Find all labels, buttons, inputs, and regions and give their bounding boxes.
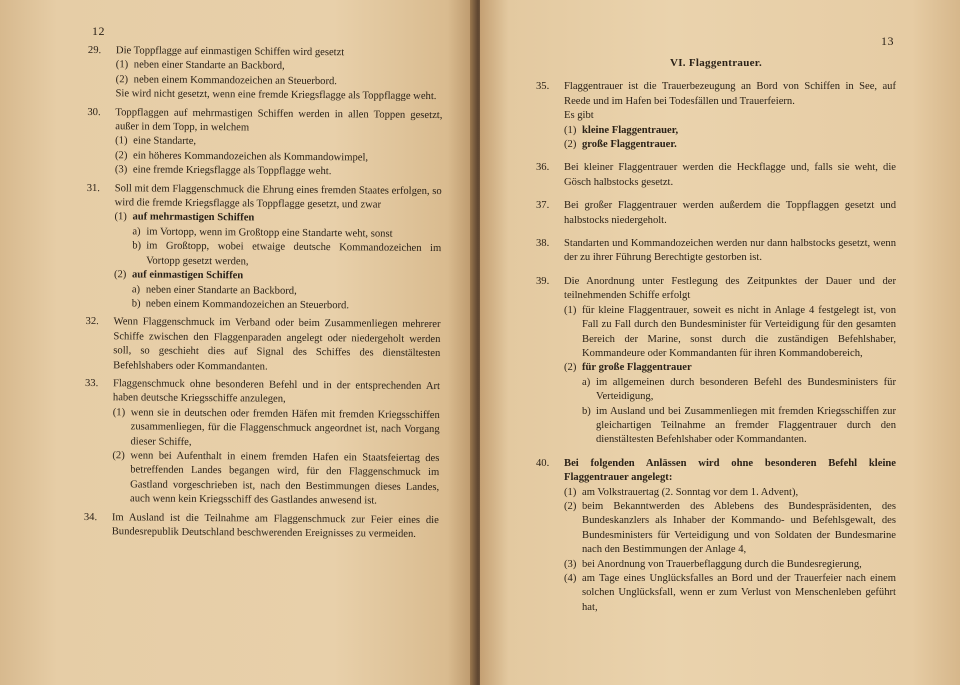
item-text: für kleine Flaggentrauer, soweit es nicht in Anlage 4 festgelegt ist, von Fall zu Fall durch den Bundesminister für Verteidigung für den gesamten Bereich der Marine, sonst durch die zuständigen Befehlshaber, Kommandeure oder Kommandanten für ihren Kommandobereich, xyxy=(582,304,896,359)
paragraph-lead: Die Anordnung unter Festlegung des Zeitpunktes der Dauer und der teilnehmenden Schiffe erfolgt xyxy=(564,275,896,302)
item-marker: (4) xyxy=(564,573,577,584)
paragraph-text: Wenn Flaggenschmuck im Verband oder beim Zusammenliegen mehrerer Schiffe zwischen den Flaggenparaden angelegt oder niedergeholt werden soll, so geschieht dies auf Signal des Schiffes des dienstältesten Befehlshabers oder Kommandanten. xyxy=(113,316,441,373)
item-text: kleine Flaggentrauer, xyxy=(582,124,679,136)
paragraph-number: 33. xyxy=(84,377,99,390)
sub-marker: a) xyxy=(131,283,141,295)
item-marker: (1) xyxy=(564,124,577,136)
item-text: eine Standarte, xyxy=(133,135,197,148)
paragraph-36 xyxy=(536,161,896,190)
paragraph-number: 32. xyxy=(85,316,99,328)
paragraph-lead: Bei folgenden Anlässen wird ohne besonderen Befehl kleine Flaggentrauer angelegt: xyxy=(564,457,896,484)
sub-item xyxy=(582,376,896,405)
item-marker: (1) xyxy=(564,304,577,316)
item-text: am Volkstrauertag (2. Sonntag vor dem 1. Advent), xyxy=(582,486,799,498)
item-text: neben einer Standarte an Backbord, xyxy=(133,59,285,73)
paragraph-text: Im Ausland ist die Teilnahme am Flaggenschmuck zur Feier eines die Bundesrepublik Deutschland beschwerenden Ereignisses zu vermeiden. xyxy=(111,511,439,540)
item-text: auf einmastigen Schiffen xyxy=(131,269,244,282)
paragraph-40 xyxy=(536,457,896,615)
item-text: für große Flaggentrauer xyxy=(582,362,692,374)
item-marker: (1) xyxy=(115,135,128,147)
paragraph-text: Standarten und Kommandozeichen werden nur dann halbstocks gesetzt, wenn der zu ihrer Führung Berechtigte gestorben ist. xyxy=(564,238,896,264)
item-marker: (2) xyxy=(112,450,125,462)
paragraph-number: 36. xyxy=(536,162,550,174)
item-text: beim Bekanntwerden des Ablebens des Bundespräsidenten, des Bundeskanzlers als Inhaber der Kommando- und Befehlsgewalt, des Bundesministers für Verteidigung und von Soldaten der Bundesmarine nach den Bestimmungen der Anlage 4, xyxy=(582,500,896,556)
left-column xyxy=(84,44,443,546)
paragraph-text: Bei großer Flaggentrauer werden außerdem die Toppflaggen gesetzt und halbstocks niedergeholt. xyxy=(564,200,896,226)
sub-marker: a) xyxy=(132,226,141,238)
paragraph-lead: Die Toppflagge auf einmastigen Schiffen wird gesetzt xyxy=(115,45,345,59)
sub-text: neben einer Standarte an Backbord, xyxy=(145,284,297,297)
paragraph-lead: Flaggentrauer ist die Trauerbezeugung an Bord von Schiffen in See, auf Reede und im Hafen bei Todesfällen und Trauerfeiern. xyxy=(564,81,896,107)
list-item xyxy=(112,449,439,509)
item-marker: (1) xyxy=(564,486,577,498)
sub-text: im Vortopp, wenn im Großtopp eine Standarte weht, sonst xyxy=(146,226,393,240)
sub-marker: b) xyxy=(131,298,141,310)
item-marker: (3) xyxy=(564,558,577,570)
list-item xyxy=(564,558,896,572)
paragraph-33 xyxy=(84,377,440,510)
list-item xyxy=(564,486,896,500)
paragraph-number: 40. xyxy=(536,457,550,469)
list-item xyxy=(564,304,896,362)
paragraph-35 xyxy=(536,80,896,152)
item-text: auf mehrmastigen Schiffen xyxy=(132,211,255,224)
item-text: bei Anordnung von Trauerbeflaggung durch die Bundesregierung, xyxy=(582,558,862,570)
list-item xyxy=(564,500,896,558)
sub-text: im Großtopp, wobei etwaige deutsche Kommandozeichen im Vortopp gesetzt werden, xyxy=(146,240,442,268)
item-marker: (2) xyxy=(564,139,577,151)
paragraph-lead: Soll mit dem Flaggenschmuck die Ehrung eines fremden Staates erfolgen, so wird die fremde Kriegsflagge als Toppflagge gesetzt, und zwar xyxy=(114,182,442,211)
paragraph-30 xyxy=(87,106,443,181)
page-number-left: 12 xyxy=(92,24,105,38)
sub-text: im allgemeinen durch besonderen Befehl des Bundesministers für Verteidigung, xyxy=(596,376,896,403)
item-text: am Tage eines Unglücksfalles an Bord und der Trauerfeier nach einem solchen Unglücksfall, wenn er zum Verlust von Menschenleben geführt hat, xyxy=(582,573,896,613)
paragraph-text: Bei kleiner Flaggentrauer werden die Heckflagge und, falls sie weht, die Gösch halbstocks gesetzt. xyxy=(564,162,896,188)
left-page xyxy=(0,0,476,685)
sub-marker: b) xyxy=(582,405,591,417)
paragraph-lead: Flaggenschmuck ohne besonderen Befehl und in der entsprechenden Art haben deutsche Kriegsschiffe anzulegen, xyxy=(112,378,441,406)
paragraph-number: 30. xyxy=(87,106,101,118)
item-text: ein höheres Kommandozeichen als Kommandowimpel, xyxy=(132,150,369,164)
sub-item xyxy=(132,240,441,272)
paragraph-number: 29. xyxy=(87,44,102,57)
paragraph-34 xyxy=(84,511,439,543)
item-marker: (3) xyxy=(114,164,128,176)
paragraph-tail: Sie wird nicht gesetzt, wenn eine fremde Kriegsflagge als Toppflagge weht. xyxy=(115,88,437,103)
paragraph-39 xyxy=(536,275,896,448)
paragraph-number: 38. xyxy=(536,238,550,250)
sub-item xyxy=(582,405,896,448)
paragraph-lead: Toppflaggen auf mehrmastigen Schiffen werden in allen Toppen gesetzt, außer in dem Topp, in welchem xyxy=(115,106,443,134)
item-marker: (2) xyxy=(114,150,128,162)
item-text: große Flaggentrauer. xyxy=(582,139,677,151)
sub-text: im Ausland und bei Zusammenliegen mit fremden Kriegsschiffen zur gleichartigen Teilnahme an fremder Flaggentrauer durch den dienstältesten Befehlshaber oder Kommandanten. xyxy=(596,405,896,446)
list-item xyxy=(115,163,442,180)
right-column xyxy=(536,56,896,619)
list-item xyxy=(564,124,896,138)
sub-marker: b) xyxy=(132,240,142,252)
item-marker: (1) xyxy=(115,59,129,71)
sub-item xyxy=(132,297,441,314)
item-text: wenn sie in deutschen oder fremden Häfen mit fremden Kriegsschiffen zusammenliegen, für die Flaggenschmuck angeordnet ist, nach Vorgang dieser Schiffe, xyxy=(130,407,440,448)
item-marker: (1) xyxy=(114,211,127,223)
paragraph-37 xyxy=(536,199,896,228)
paragraph-number: 31. xyxy=(86,182,101,194)
right-page xyxy=(480,0,960,685)
sub-marker: a) xyxy=(582,376,591,388)
paragraph-31 xyxy=(86,182,442,315)
page-number-right: 13 xyxy=(881,34,894,48)
list-item xyxy=(564,361,896,375)
paragraph-number: 39. xyxy=(536,275,550,287)
sub-text: neben einem Kommandozeichen an Steuerbord. xyxy=(145,298,350,312)
item-marker: (2) xyxy=(564,362,577,374)
item-marker: (2) xyxy=(113,269,127,281)
paragraph-29 xyxy=(87,44,442,105)
item-marker: (2) xyxy=(564,500,577,512)
paragraph-number: 37. xyxy=(536,200,550,212)
paragraph-number: 35. xyxy=(536,81,550,93)
item-text: wenn bei Aufenthalt in einem fremden Hafen ein Staatsfeiertag des betreffenden Landes begangen wird, für den Flaggenschmuck im Gastland vorgeschrieben ist, nach den Bestimmungen dieses Landes, auch wenn kein Kriegsschiff des Gastlandes anwesend ist. xyxy=(129,450,440,507)
list-item xyxy=(564,572,896,615)
paragraph-32 xyxy=(85,315,440,376)
item-text: eine fremde Kriegsflagge als Toppflagge weht. xyxy=(132,164,332,178)
item-marker: (2) xyxy=(115,74,129,86)
section-title: VI. Flaggentrauer. xyxy=(669,57,763,69)
paragraph-number: 34. xyxy=(83,511,98,523)
paragraph-38 xyxy=(536,237,896,266)
item-marker: (1) xyxy=(112,406,126,419)
paragraph-intro: Es gibt xyxy=(564,110,594,122)
item-text: neben einem Kommandozeichen an Steuerbord. xyxy=(133,74,338,87)
list-item xyxy=(112,406,439,452)
list-item xyxy=(564,138,896,152)
